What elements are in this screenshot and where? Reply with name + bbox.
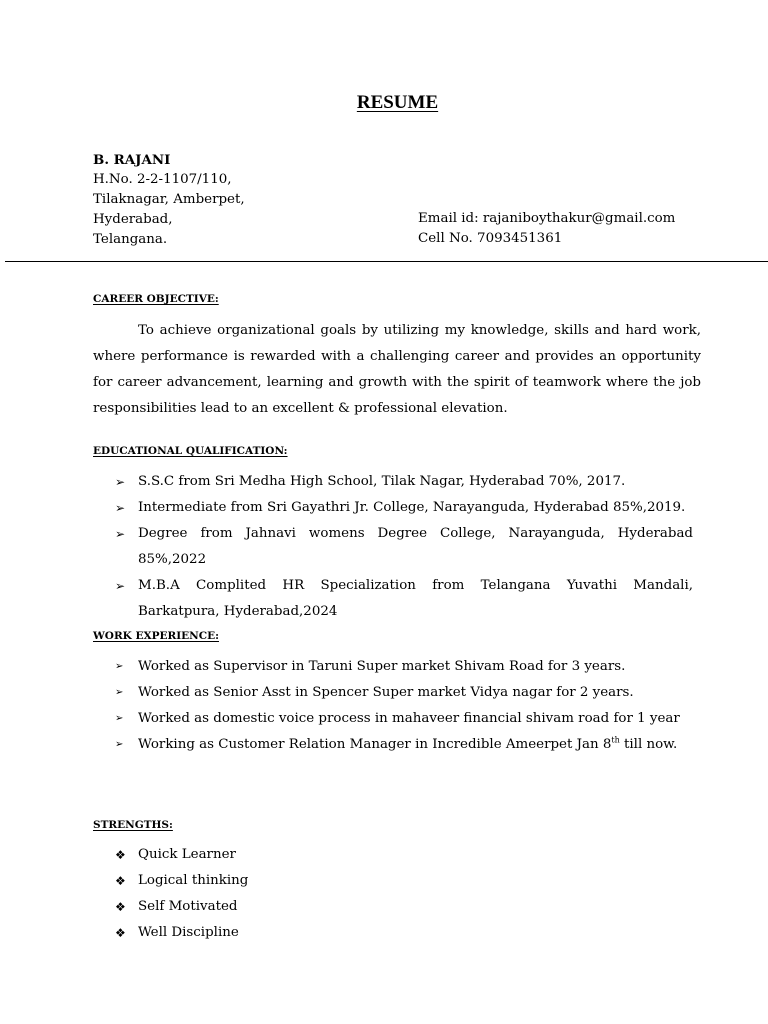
address-line-3: Hyderabad, bbox=[93, 212, 173, 227]
arrow-bullet-icon: ➢ bbox=[115, 579, 126, 593]
arrow-bullet-icon: ➢ bbox=[115, 475, 126, 489]
list-item: ❖ Well Discipline bbox=[93, 920, 493, 946]
list-item: ➢ S.S.C from Sri Medha High School, Tilak Nagar, Hyderabad 70%, 2017. bbox=[93, 469, 693, 495]
arrow-bullet-icon: ➢ bbox=[115, 501, 126, 515]
list-item: ➢ Worked as Senior Asst in Spencer Super market Vidya nagar for 2 years. bbox=[93, 680, 713, 706]
arrow-bullet-icon: ➢ bbox=[115, 661, 124, 672]
arrow-bullet-icon: ➢ bbox=[115, 527, 126, 541]
header-divider bbox=[5, 261, 768, 262]
address-line-1: H.No. 2-2-1107/110, bbox=[93, 172, 232, 187]
candidate-name: B. RAJANI bbox=[93, 152, 171, 168]
arrow-bullet-icon: ➢ bbox=[115, 739, 124, 750]
list-item: ❖ Quick Learner bbox=[93, 842, 493, 868]
work-experience-list bbox=[93, 654, 713, 758]
list-item: ➢ Worked as domestic voice process in mahaveer financial shivam road for 1 year bbox=[93, 706, 713, 732]
address-line-4: Telangana. bbox=[93, 232, 168, 247]
address-line-2: Tilaknagar, Amberpet, bbox=[93, 192, 245, 207]
arrow-bullet-icon: ➢ bbox=[115, 687, 124, 698]
contact-details bbox=[418, 209, 675, 249]
work-experience-heading: WORK EXPERIENCE: bbox=[93, 630, 219, 642]
career-objective-text: To achieve organizational goals by utilizing my knowledge, skills and hard work, where performance is rewarded with a challenging career and provides an opportunity for career advancement, learning and growth with the spirit of teamwork where the job responsibilities lead to an excellent & professional elevation. bbox=[93, 323, 701, 416]
diamond-bullet-icon: ❖ bbox=[115, 926, 126, 940]
education-list bbox=[93, 469, 693, 625]
email-text: Email id: rajaniboythakur@gmail.com bbox=[418, 211, 676, 226]
strengths-list bbox=[93, 842, 493, 946]
strengths-heading: STRENGTHS: bbox=[93, 819, 173, 831]
career-objective-heading: CAREER OBJECTIVE: bbox=[93, 293, 219, 305]
education-heading: EDUCATIONAL QUALIFICATION: bbox=[93, 445, 288, 457]
diamond-bullet-icon: ❖ bbox=[115, 848, 126, 862]
cell-text: Cell No. 7093451361 bbox=[418, 231, 563, 246]
page-title: RESUME bbox=[356, 92, 439, 113]
list-item: ➢ Worked as Supervisor in Taruni Super market Shivam Road for 3 years. bbox=[93, 654, 713, 680]
list-item: ➢ Intermediate from Sri Gayathri Jr. College, Narayanguda, Hyderabad 85%,2019. bbox=[93, 495, 693, 521]
list-item: ❖ Logical thinking bbox=[93, 868, 493, 894]
diamond-bullet-icon: ❖ bbox=[115, 874, 126, 888]
list-item: ➢ M.B.A Complited HR Specialization from Telangana Yuvathi Mandali, Barkatpura, Hyderabad,2024 bbox=[93, 573, 693, 625]
contact-block bbox=[93, 150, 245, 250]
list-item: ➢ Degree from Jahnavi womens Degree College, Narayanguda, Hyderabad 85%,2022 bbox=[93, 521, 693, 573]
diamond-bullet-icon: ❖ bbox=[115, 900, 126, 914]
list-item: ❖ Self Motivated bbox=[93, 894, 493, 920]
list-item: ➢ Working as Customer Relation Manager in Incredible Ameerpet Jan 8th till now. bbox=[93, 732, 713, 758]
arrow-bullet-icon: ➢ bbox=[115, 713, 124, 724]
